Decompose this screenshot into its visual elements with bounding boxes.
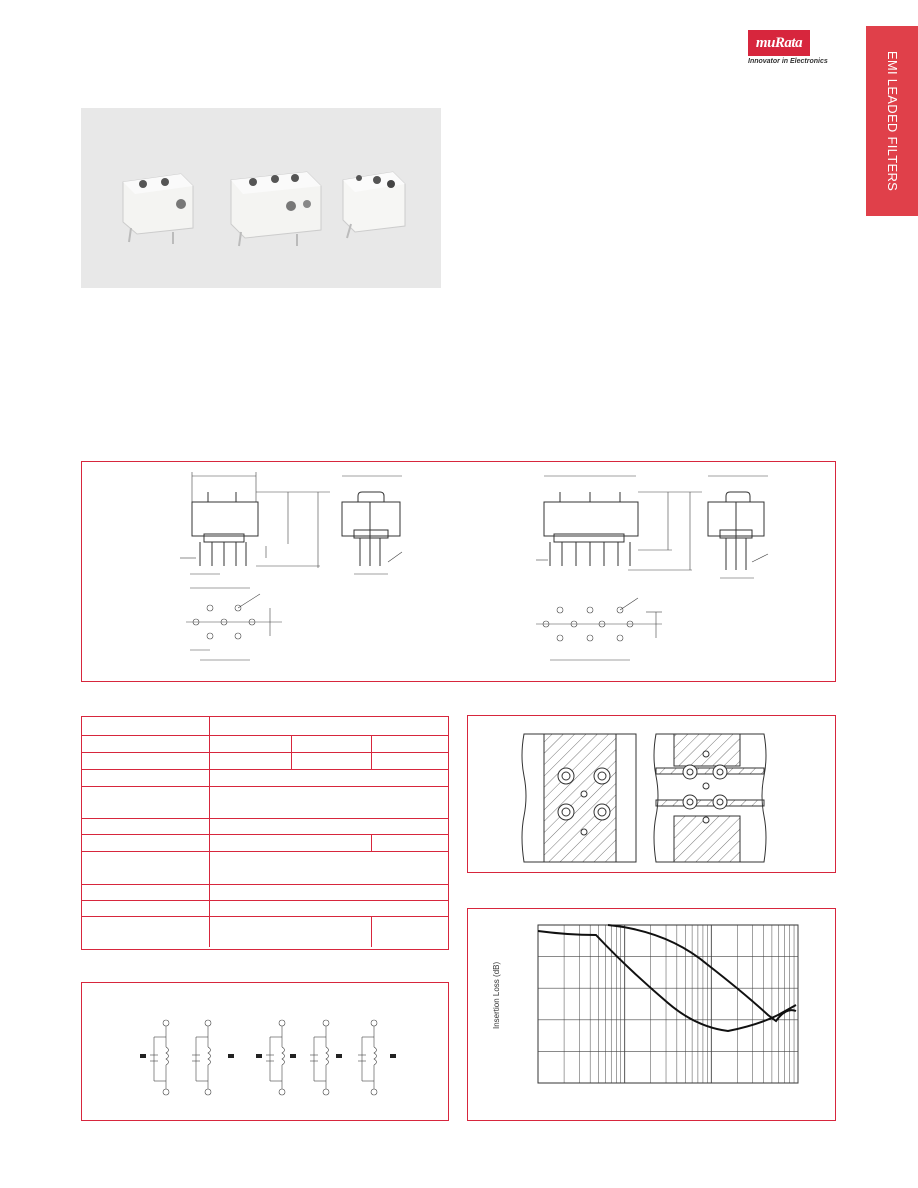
table-cell <box>209 834 371 851</box>
table-cell <box>209 752 291 769</box>
specifications-table <box>81 716 449 950</box>
table-cell <box>82 735 209 752</box>
dimensions-panel <box>81 461 836 682</box>
chart-series-line <box>608 925 796 1021</box>
pcb-pattern-panel <box>467 715 836 873</box>
section-tab-label: EMI LEADED FILTERS <box>885 50 900 192</box>
table-cell <box>209 786 448 818</box>
chart-series-line <box>538 931 796 1031</box>
table-cell <box>209 717 448 735</box>
table-cell <box>82 834 209 851</box>
table-cell <box>209 884 448 900</box>
product-photo <box>81 108 441 288</box>
table-cell <box>209 735 291 752</box>
table-cell <box>209 900 448 916</box>
dimension-drawing-2line <box>180 472 330 660</box>
insertion-loss-chart-panel <box>467 908 836 1121</box>
equivalent-circuits-panel <box>81 982 449 1121</box>
table-cell <box>291 752 371 769</box>
dimension-drawings <box>82 462 837 683</box>
table-cell <box>82 818 209 834</box>
equivalent-circuits <box>82 983 450 1122</box>
product-photo-illustration <box>81 108 441 288</box>
logo-brand: muRata <box>755 35 803 51</box>
table-cell <box>371 834 448 851</box>
table-cell <box>82 851 209 884</box>
table-cell <box>291 735 371 752</box>
chart-ylabel: Insertion Loss (dB) <box>492 961 501 1029</box>
table-cell <box>209 916 371 947</box>
table-cell <box>82 769 209 786</box>
table-cell <box>82 786 209 818</box>
table-cell <box>82 884 209 900</box>
insertion-loss-chart <box>468 909 837 1122</box>
table-cell <box>209 769 448 786</box>
table-cell <box>371 752 448 769</box>
pcb-pattern <box>468 716 837 874</box>
table-cell <box>82 717 209 735</box>
table-cell <box>82 916 209 947</box>
table-cell <box>209 851 448 884</box>
section-tab <box>866 26 918 216</box>
table-cell <box>371 735 448 752</box>
table-cell <box>82 752 209 769</box>
table-cell <box>82 900 209 916</box>
dimension-drawing-3line <box>536 476 702 660</box>
table-cell <box>371 916 448 947</box>
table-cell <box>209 818 448 834</box>
logo-tagline: Innovator in Electronics <box>748 58 828 65</box>
